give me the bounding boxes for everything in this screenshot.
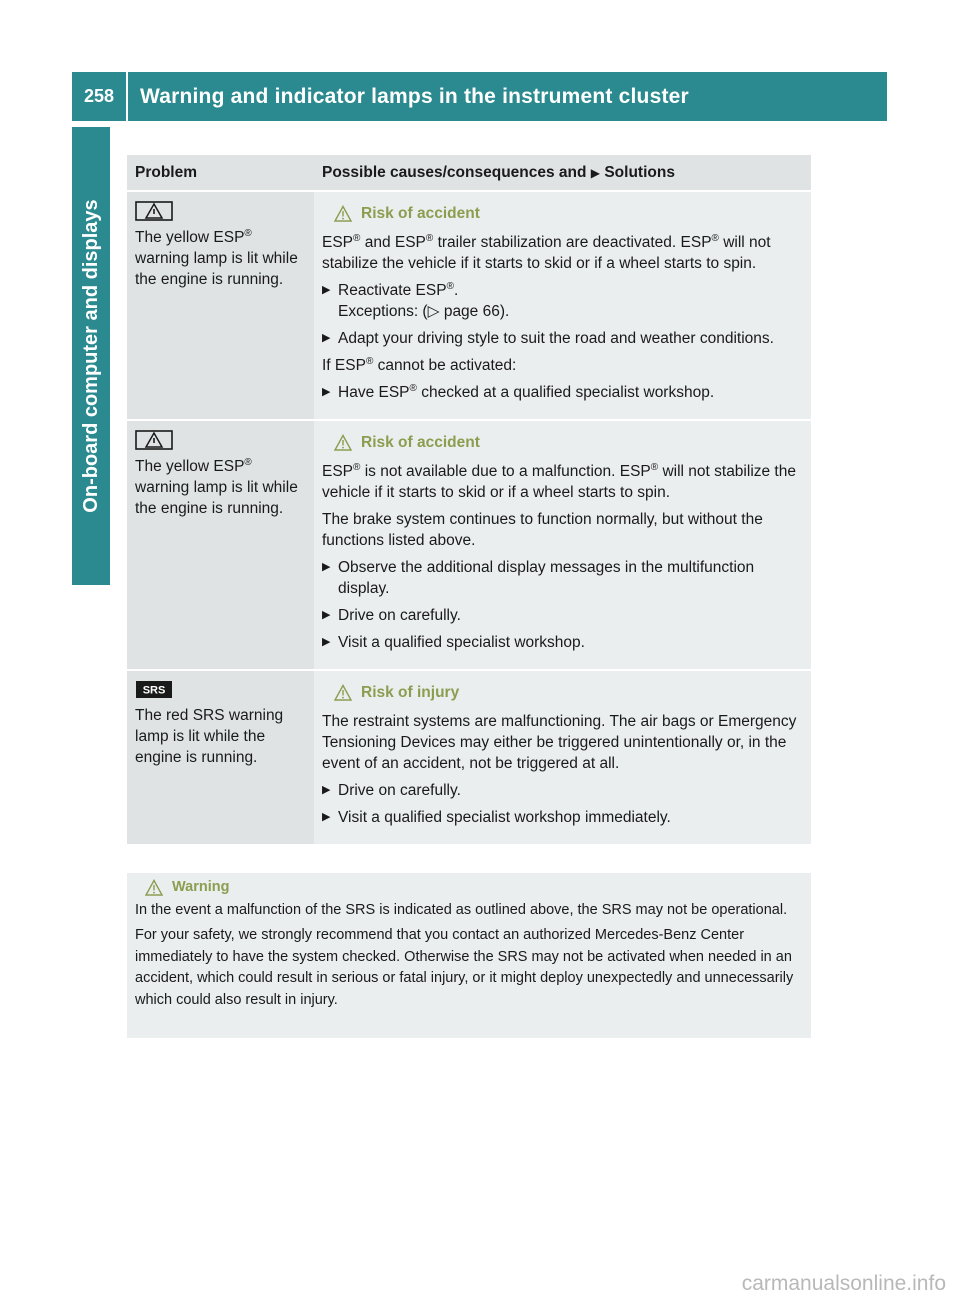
side-tab-label: On-board computer and displays bbox=[79, 199, 102, 513]
step-arrow-icon: ▶ bbox=[322, 811, 331, 823]
warning-triangle-icon bbox=[334, 434, 352, 451]
step-arrow-icon: ▶ bbox=[322, 636, 331, 648]
solution-step: ▶ Observe the additional display messages in the multifunction display. bbox=[322, 559, 755, 597]
esp-warning-icon bbox=[135, 430, 173, 450]
risk-heading bbox=[334, 682, 803, 703]
problem-text: The yellow ESP bbox=[135, 458, 245, 475]
consequence-text-2: The brake system continues to function normally, but without the functions listed above. bbox=[322, 511, 763, 549]
consequence-text: The restraint systems are malfunctioning. The air bags or Emergency Tensioning Devices may either be triggered unintentionally or, in the event of an accident, not be triggered at all. bbox=[322, 713, 797, 772]
warning-paragraph: In the event a malfunction of the SRS is indicated as outlined above, the SRS may not be operational. bbox=[135, 901, 788, 918]
column-header-causes: Possible causes/consequences and bbox=[322, 163, 587, 181]
registered-mark: ® bbox=[244, 227, 252, 239]
problem-cell bbox=[127, 420, 314, 670]
solution-step: ▶ Visit a qualified specialist workshop immediately. bbox=[322, 809, 671, 826]
solution-step: ▶ Drive on carefully. bbox=[322, 607, 461, 624]
page-reference[interactable]: Exceptions: (▷ page 66). bbox=[338, 303, 510, 320]
column-header-problem: Problem bbox=[127, 155, 314, 191]
table-header-row bbox=[127, 155, 811, 191]
consequence-text: ESP® is not available due to a malfunction. ESP® will not stabilize the vehicle if it starts to skid or if a wheel starts to spin. bbox=[322, 461, 796, 501]
solution-step: ▶ Visit a qualified specialist workshop. bbox=[322, 634, 585, 651]
solution-step: ▶ Adapt your driving style to suit the road and weather conditions. bbox=[322, 330, 774, 347]
step-arrow-icon: ▶ bbox=[322, 386, 331, 398]
watermark: carmanualsonline.info bbox=[741, 1272, 946, 1295]
step-arrow-icon: ▶ bbox=[322, 609, 331, 621]
step-arrow-icon: ▶ bbox=[322, 561, 331, 573]
problem-text: The red SRS warning lamp is lit while the engine is running. bbox=[135, 707, 284, 766]
solution-step: ▶ Reactivate ESP®. Exceptions: (▷ page 66). bbox=[322, 280, 510, 320]
risk-label: Risk of accident bbox=[361, 434, 480, 451]
column-header-solutions-label: Solutions bbox=[604, 163, 675, 181]
warning-triangle-icon bbox=[334, 205, 352, 222]
problem-cell bbox=[127, 191, 314, 420]
registered-mark: ® bbox=[244, 456, 252, 468]
srs-warning-icon bbox=[135, 680, 173, 699]
problem-text-cont: warning lamp is lit while the engine is running. bbox=[135, 479, 298, 517]
warning-heading bbox=[145, 877, 803, 899]
table-row bbox=[127, 670, 811, 844]
solution-cell bbox=[314, 670, 811, 844]
consequence-text: ESP® and ESP® trailer stabilization are deactivated. ESP® will not stabilize the vehicle if it starts to skid or if a wheel starts to spin. bbox=[322, 232, 771, 272]
step-arrow-icon: ▶ bbox=[322, 784, 331, 796]
solution-step: ▶ Drive on carefully. bbox=[322, 782, 461, 799]
condition-text: If ESP® cannot be activated: bbox=[322, 355, 517, 374]
risk-heading bbox=[334, 203, 803, 224]
page-header bbox=[72, 72, 887, 121]
solution-cell bbox=[314, 191, 811, 420]
problem-cell bbox=[127, 670, 314, 844]
warning-box bbox=[127, 873, 811, 1038]
problem-text: The yellow ESP bbox=[135, 229, 245, 246]
warning-title: Warning bbox=[172, 879, 230, 895]
page-number: 258 bbox=[72, 72, 128, 121]
risk-label: Risk of injury bbox=[361, 684, 460, 701]
warning-triangle-icon bbox=[145, 879, 163, 896]
step-arrow-icon: ▶ bbox=[322, 284, 331, 296]
table-row bbox=[127, 191, 811, 420]
table-row bbox=[127, 420, 811, 670]
problem-table bbox=[127, 155, 811, 844]
solution-cell bbox=[314, 420, 811, 670]
srs-icon-label: SRS bbox=[142, 684, 166, 697]
step-arrow-icon: ▶ bbox=[322, 332, 331, 344]
warning-paragraph: For your safety, we strongly recommend that you contact an authorized Mercedes-Benz Center immediately to have the system checked. Otherwise the SRS may not be activated when needed in an accident, which could result in serious or fatal injury, or it might deploy unexpectedly and unnecessarily which could also result in injury. bbox=[135, 927, 794, 1008]
solution-step: ▶ Have ESP® checked at a qualified specialist workshop. bbox=[322, 382, 715, 401]
risk-label: Risk of accident bbox=[361, 205, 480, 222]
chapter-title: Warning and indicator lamps in the instrument cluster bbox=[140, 84, 689, 108]
arrow-icon: ▶ bbox=[590, 165, 601, 180]
risk-heading bbox=[334, 432, 803, 453]
column-header-solutions bbox=[314, 155, 811, 191]
esp-warning-icon bbox=[135, 201, 173, 221]
problem-text-cont: warning lamp is lit while the engine is running. bbox=[135, 250, 298, 288]
side-tab bbox=[72, 127, 110, 585]
warning-triangle-icon bbox=[334, 684, 352, 701]
